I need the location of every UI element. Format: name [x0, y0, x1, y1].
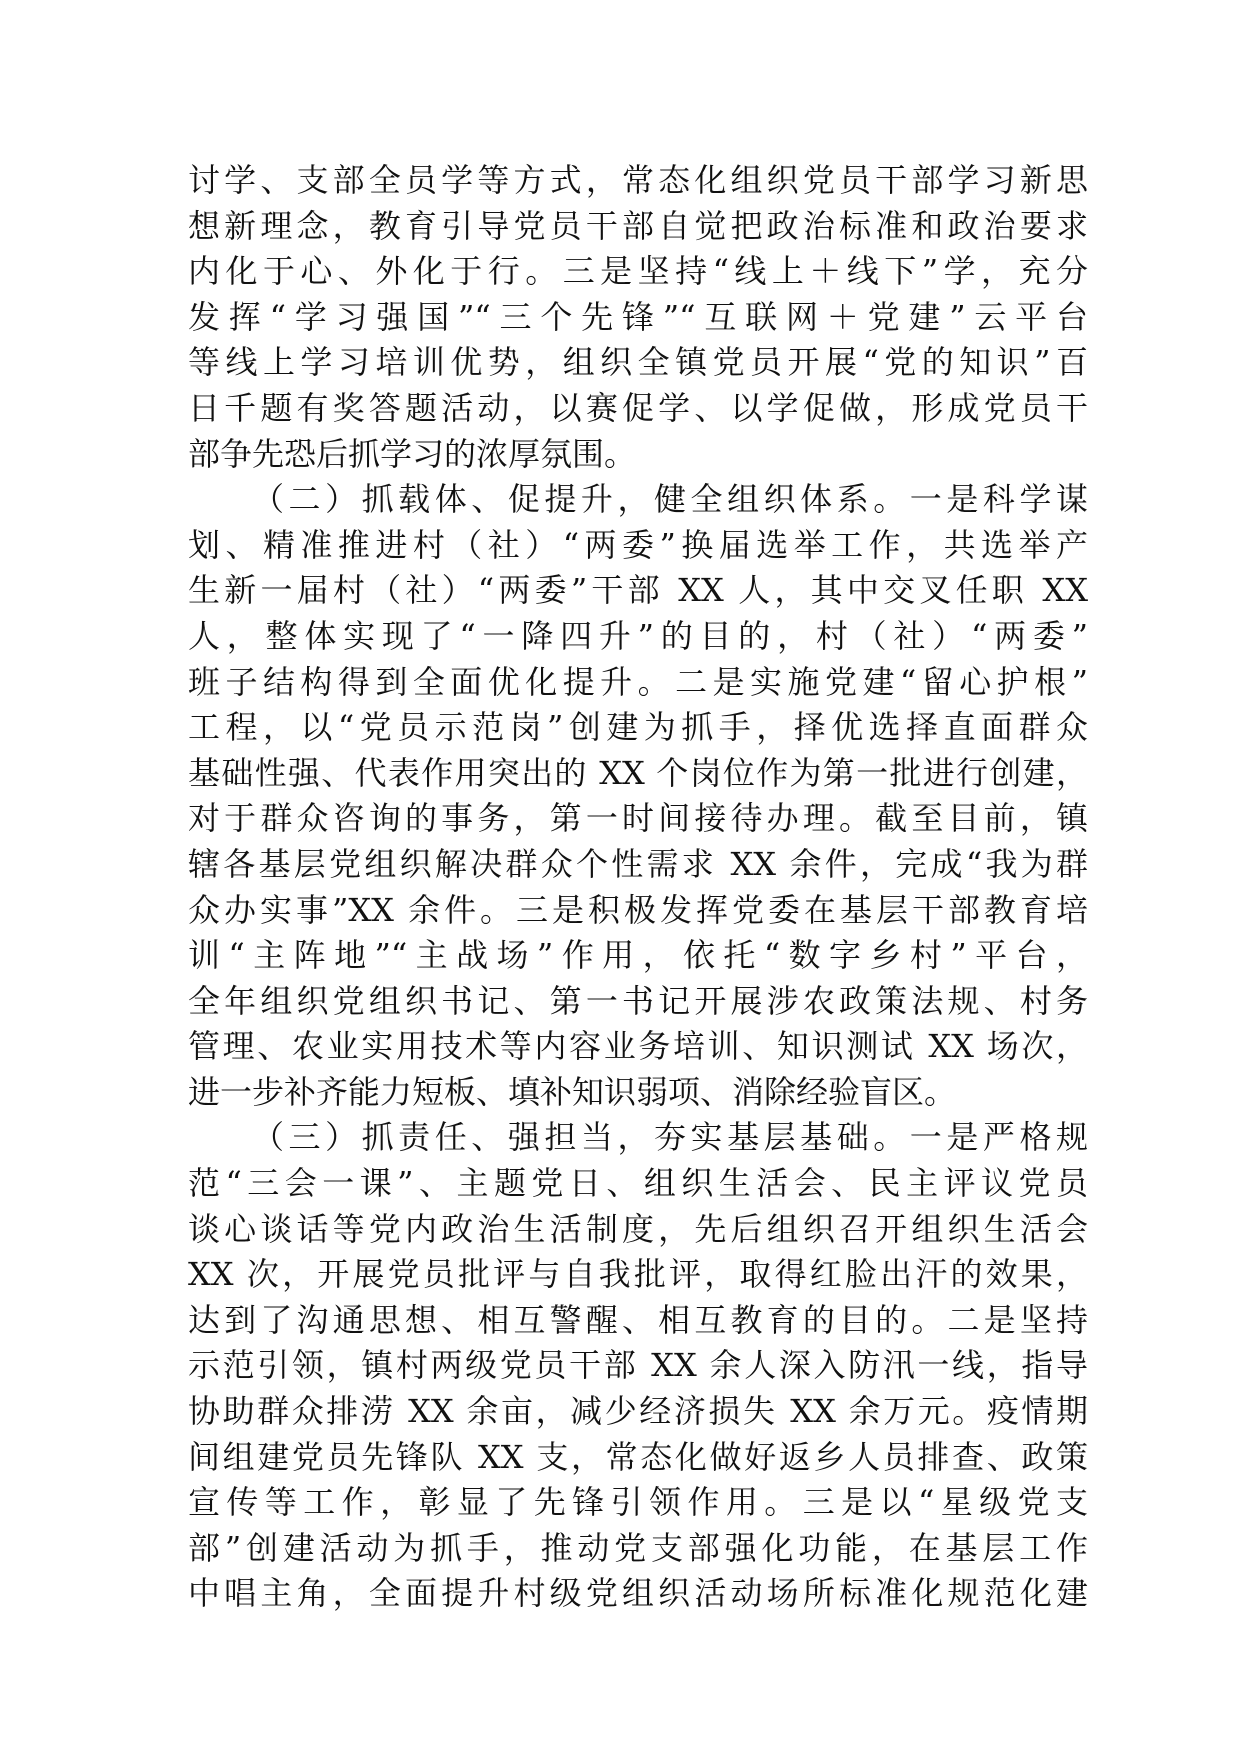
text-line: XX 次，开展党员批评与自我批评，取得红脸出汗的效果， — [188, 1255, 1088, 1294]
body-text — [188, 158, 1088, 1617]
text-line: 中唱主角，全面提升村级党组织活动场所标准化规范化建 — [188, 1574, 1088, 1613]
text-line: 日千题有奖答题活动，以赛促学、以学促做，形成党员干 — [188, 388, 1088, 427]
text-line: 间组建党员先锋队 XX 支，常态化做好返乡人员排查、政策 — [188, 1437, 1088, 1476]
text-line: 部争先恐后抓学习的浓厚氛围。 — [188, 434, 637, 473]
text-line: 辖各基层党组织解决群众个性需求 XX 余件，完成“我为群 — [188, 844, 1088, 883]
text-line: 范“三会一课”、主题党日、组织生活会、民主评议党员 — [188, 1164, 1088, 1203]
text-line: 宣传等工作，彰显了先锋引领作用。三是以“星级党支 — [188, 1483, 1088, 1522]
section-heading-line: （二）抓载体、促提升，健全组织体系。一是科学谋 — [252, 480, 1088, 519]
text-line: 对于群众咨询的事务，第一时间接待办理。截至目前，镇 — [188, 799, 1088, 838]
text-line: 基础性强、代表作用突出的 XX 个岗位作为第一批进行创建， — [188, 753, 1088, 792]
text-line: 内化于心、外化于行。三是坚持“线上＋线下”学，充分 — [188, 252, 1088, 291]
text-line: 众办实事”XX 余件。三是积极发挥党委在基层干部教育培 — [188, 890, 1088, 929]
text-line: 人，整体实现了“一降四升”的目的，村（社）“两委” — [188, 616, 1088, 655]
text-line: 讨学、支部全员学等方式，常态化组织党员干部学习新思 — [188, 161, 1088, 199]
text-line: 部”创建活动为抓手，推动党支部强化功能，在基层工作 — [188, 1528, 1088, 1567]
text-line: 想新理念，教育引导党员干部自觉把政治标准和政治要求 — [188, 206, 1088, 245]
text-line: 谈心谈话等党内政治生活制度，先后组织召开组织生活会 — [188, 1209, 1088, 1248]
text-line: 训“主阵地”“主战场”作用，依托“数字乡村”平台， — [188, 936, 1088, 975]
text-line: 达到了沟通思想、相互警醒、相互教育的目的。二是坚持 — [188, 1300, 1088, 1339]
text-line: 进一步补齐能力短板、填补知识弱项、消除经验盲区。 — [188, 1072, 957, 1111]
text-line: 工程，以“党员示范岗”创建为抓手，择优选择直面群众 — [188, 708, 1088, 747]
text-line: 划、精准推进村（社）“两委”换届选举工作，共选举产 — [188, 525, 1088, 564]
text-line: 示范引领，镇村两级党员干部 XX 余人深入防汛一线，指导 — [188, 1346, 1088, 1385]
text-line: 管理、农业实用技术等内容业务培训、知识测试 XX 场次， — [188, 1027, 1088, 1066]
text-line: 全年组织党组织书记、第一书记开展涉农政策法规、村务 — [188, 981, 1088, 1020]
text-line: 等线上学习培训优势，组织全镇党员开展“党的知识”百 — [188, 343, 1088, 382]
text-line: 生新一届村（社）“两委”干部 XX 人，其中交叉任职 XX — [188, 571, 1088, 610]
section-heading-line: （三）抓责任、强担当，夯实基层基础。一是严格规 — [252, 1118, 1088, 1157]
text-line: 发挥“学习强国”“三个先锋”“互联网＋党建”云平台 — [188, 297, 1088, 336]
text-line: 协助群众排涝 XX 余亩，减少经济损失 XX 余万元。疫情期 — [188, 1392, 1088, 1431]
text-line: 班子结构得到全面优化提升。二是实施党建“留心护根” — [188, 662, 1088, 701]
